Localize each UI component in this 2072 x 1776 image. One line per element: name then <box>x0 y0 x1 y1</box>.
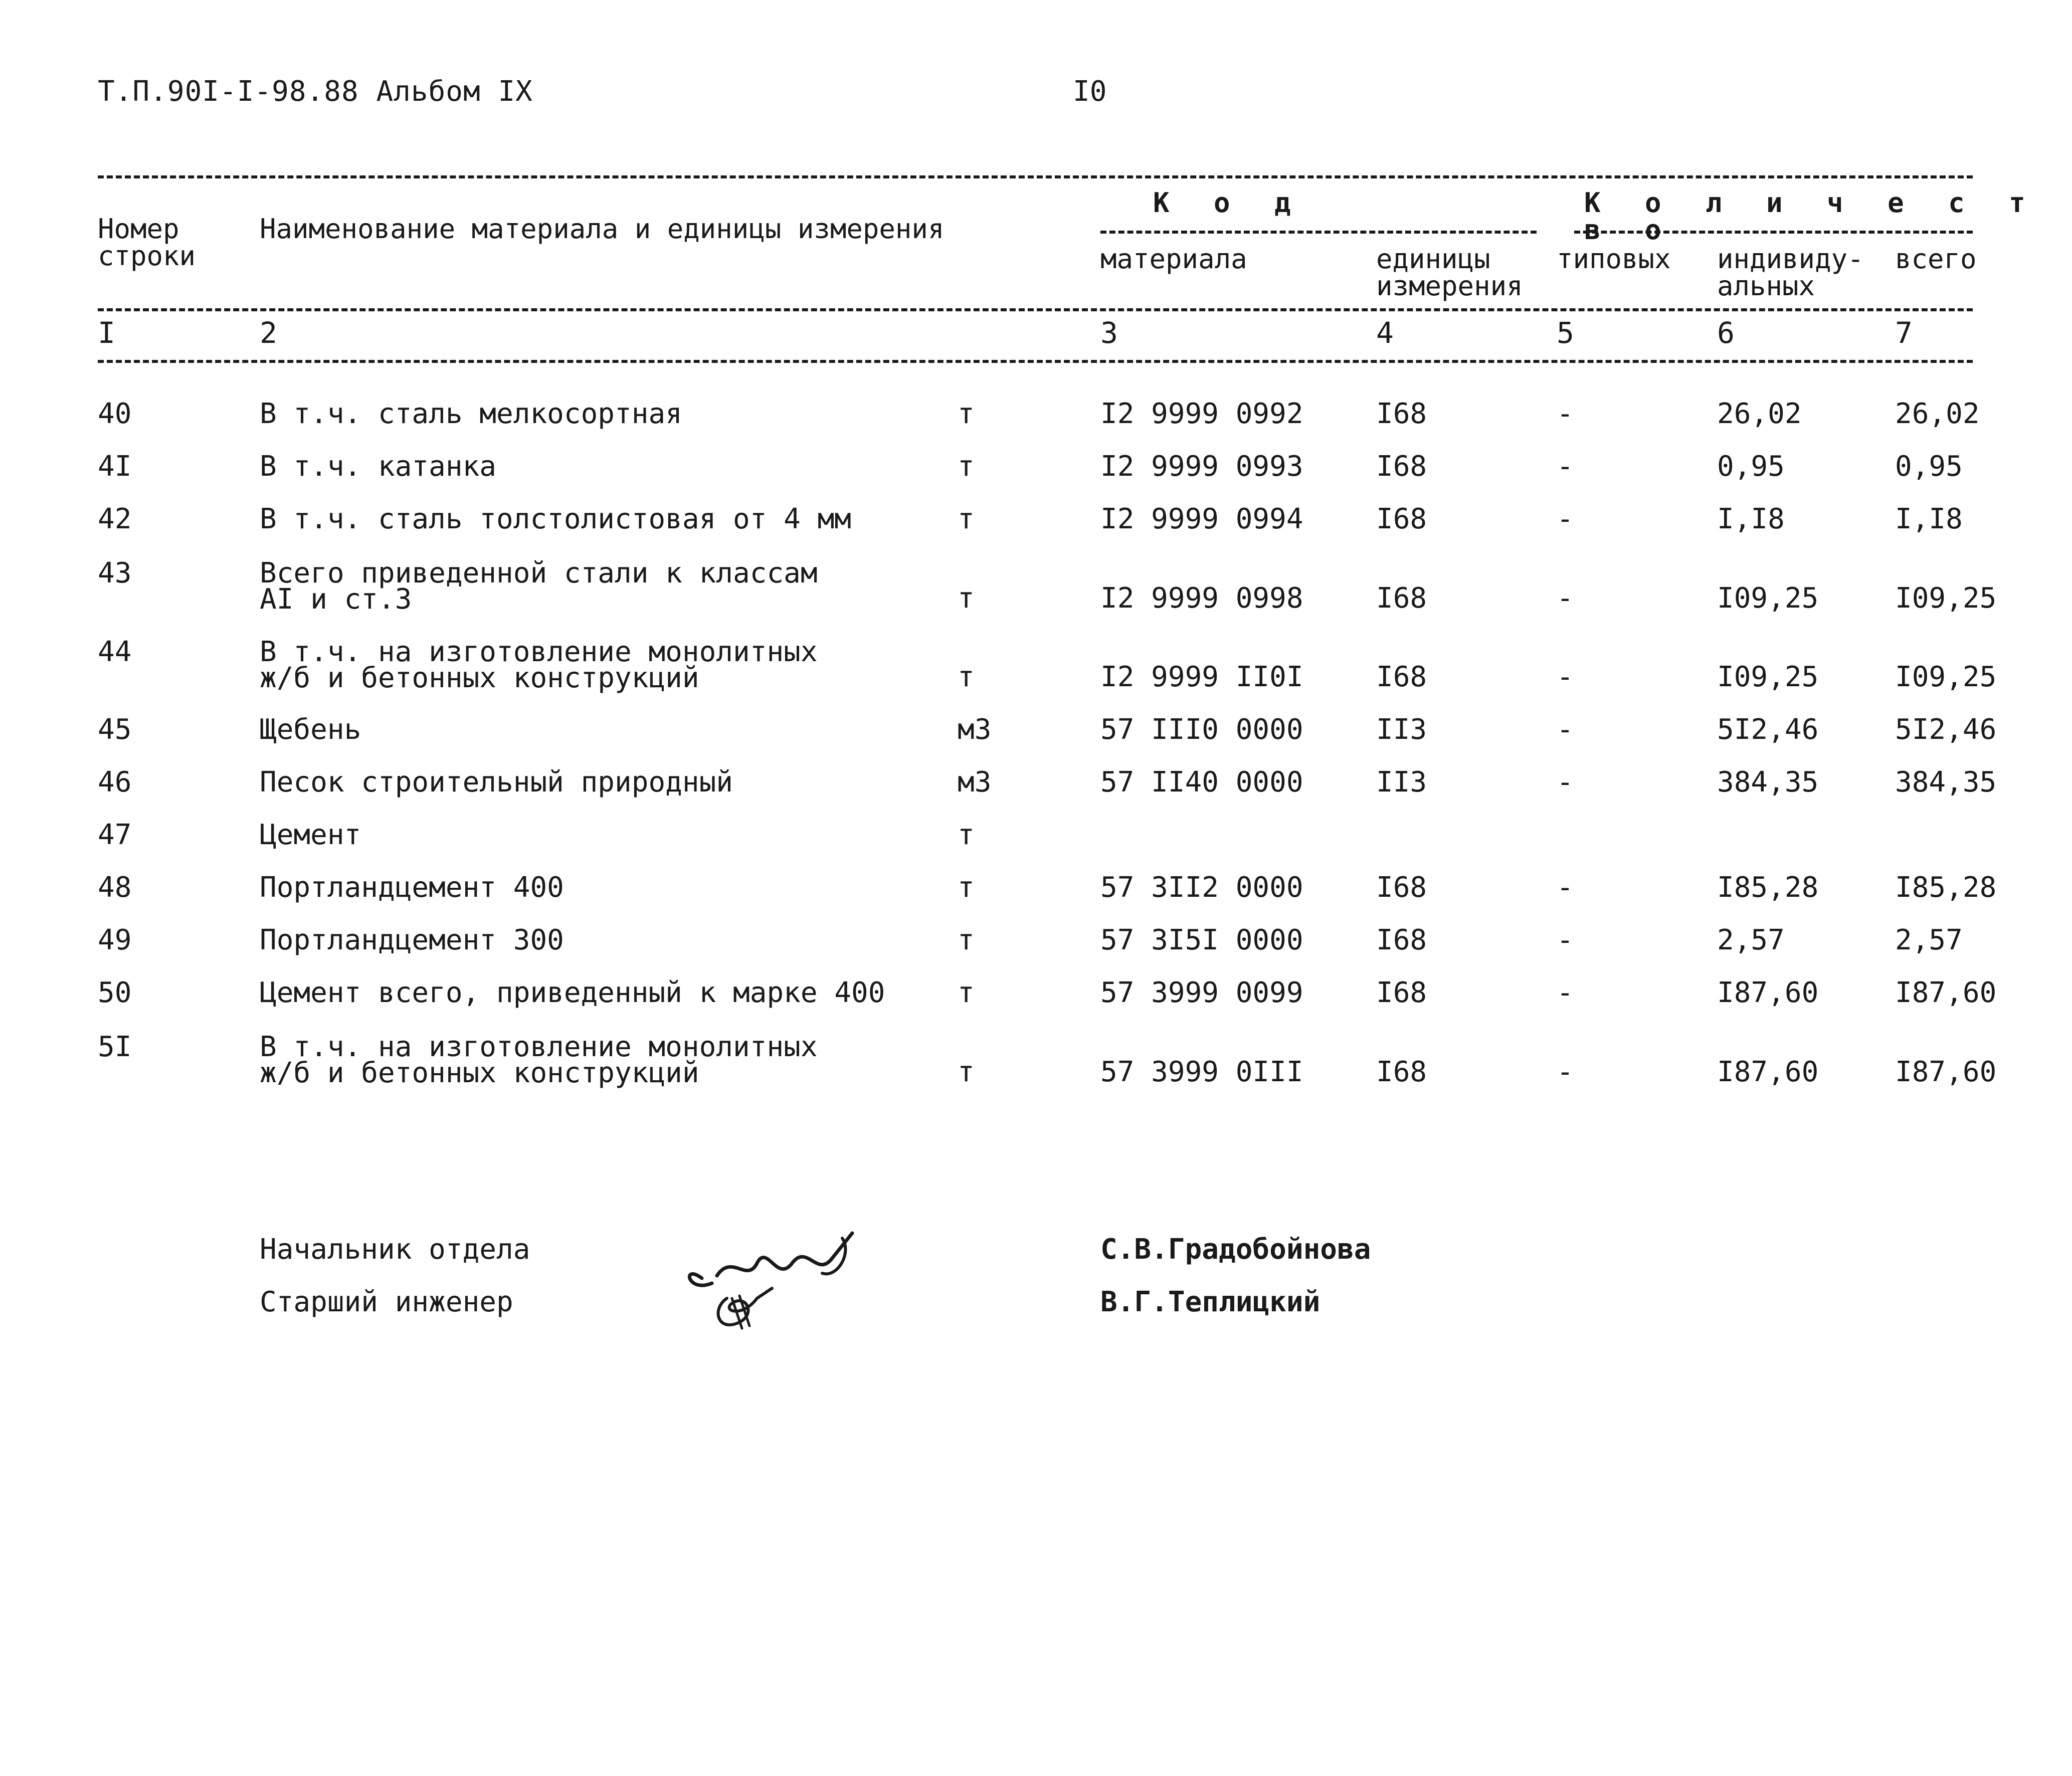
unit-code: I68 <box>1376 450 1427 483</box>
engineer-label: Старший инженер <box>260 1286 513 1318</box>
column-number: 6 <box>1717 316 1735 350</box>
column-number: 5 <box>1557 316 1574 350</box>
material-name: Цемент всего, приведенный к марке 400 <box>260 976 885 1009</box>
qty-typical: - <box>1557 1056 1574 1088</box>
material-name: Всего приведенной стали к классам AI и ст.3 <box>260 557 818 616</box>
qty-individual: I85,28 <box>1717 871 1819 904</box>
qty-typical: - <box>1557 766 1574 799</box>
qty-total: I09,25 <box>1895 582 1997 615</box>
qty-individual: 26,02 <box>1717 398 1802 430</box>
qty-total: I09,25 <box>1895 661 1997 693</box>
material-name: Песок строительный природный <box>260 766 733 799</box>
material-name: Цемент <box>260 819 361 851</box>
page-header: Т.П.90I-I-98.88 Альбом IX <box>98 75 533 108</box>
column-number: 2 <box>260 316 277 350</box>
material-code: I2 9999 0993 <box>1100 450 1303 483</box>
qty-individual: 0,95 <box>1717 450 1785 483</box>
row-number: 42 <box>98 503 132 535</box>
unit-code: I68 <box>1376 582 1427 615</box>
qty-typical: - <box>1557 450 1574 483</box>
material-name: Щебень <box>260 713 361 746</box>
material-code: I2 9999 0994 <box>1100 503 1303 535</box>
unit: т <box>958 1056 975 1088</box>
row-number: 47 <box>98 819 132 851</box>
rule-numbers-bottom <box>98 360 1973 363</box>
header-name: Наименование материала и единицы измерения <box>260 213 945 245</box>
material-name: Портландцемент 300 <box>260 924 564 956</box>
material-code: 57 3999 0III <box>1100 1056 1303 1088</box>
row-number: 40 <box>98 398 132 430</box>
header-qty-total: всего <box>1895 243 1977 275</box>
material-name: В т.ч. на изготовление монолитных ж/б и бетонных конструкций <box>260 1031 818 1089</box>
qty-typical: - <box>1557 976 1574 1009</box>
unit: т <box>958 871 975 904</box>
qty-total: 26,02 <box>1895 398 1980 430</box>
row-number: 43 <box>98 557 132 589</box>
column-number: 3 <box>1100 316 1118 350</box>
unit: т <box>958 398 975 430</box>
qty-total: 384,35 <box>1895 766 1997 799</box>
material-name: Портландцемент 400 <box>260 871 564 904</box>
qty-total: 2,57 <box>1895 924 1963 956</box>
qty-individual: I87,60 <box>1717 976 1819 1009</box>
handwritten-signature <box>672 1223 872 1338</box>
row-number: 44 <box>98 636 132 668</box>
unit: м3 <box>958 766 992 799</box>
qty-individual: I,I8 <box>1717 503 1785 535</box>
unit-code: I68 <box>1376 871 1427 904</box>
unit: т <box>958 976 975 1009</box>
row-number: 48 <box>98 871 132 904</box>
qty-typical: - <box>1557 661 1574 693</box>
material-code: I2 9999 II0I <box>1100 661 1303 693</box>
qty-individual: 5I2,46 <box>1717 713 1819 746</box>
unit-code: I68 <box>1376 924 1427 956</box>
column-number: I <box>98 316 115 350</box>
column-number: 7 <box>1895 316 1913 350</box>
header-code-unit: единицы измерения <box>1376 243 1523 302</box>
qty-individual: 2,57 <box>1717 924 1785 956</box>
unit: т <box>958 450 975 483</box>
material-code: 57 II40 0000 <box>1100 766 1303 799</box>
unit: т <box>958 503 975 535</box>
qty-total: I85,28 <box>1895 871 1997 904</box>
qty-individual: I09,25 <box>1717 661 1819 693</box>
qty-total: I87,60 <box>1895 976 1997 1009</box>
unit: т <box>958 924 975 956</box>
material-code: 57 3999 0099 <box>1100 976 1303 1009</box>
header-qty-typical: типовых <box>1557 243 1671 275</box>
unit: м3 <box>958 713 992 746</box>
rule-code-sub <box>1100 231 1537 234</box>
qty-typical: - <box>1557 398 1574 430</box>
qty-total: 5I2,46 <box>1895 713 1997 746</box>
qty-total: I87,60 <box>1895 1056 1997 1088</box>
column-number: 4 <box>1376 316 1394 350</box>
qty-total: I,I8 <box>1895 503 1963 535</box>
unit-code: II3 <box>1376 713 1427 746</box>
material-name: В т.ч. на изготовление монолитных ж/б и бетонных конструкций <box>260 636 818 694</box>
unit-code: I68 <box>1376 661 1427 693</box>
material-name: В т.ч. сталь толстолистовая от 4 мм <box>260 503 852 535</box>
unit-code: II3 <box>1376 766 1427 799</box>
engineer-name: В.Г.Теплицкий <box>1100 1286 1321 1318</box>
material-code: 57 III0 0000 <box>1100 713 1303 746</box>
unit-code: I68 <box>1376 503 1427 535</box>
row-number: 46 <box>98 766 132 799</box>
page-number: I0 <box>1073 75 1107 108</box>
qty-typical: - <box>1557 713 1574 746</box>
qty-individual: 384,35 <box>1717 766 1819 799</box>
header-row-number: Номер строки <box>98 213 196 272</box>
row-number: 50 <box>98 976 132 1009</box>
material-name: В т.ч. катанка <box>260 450 497 483</box>
material-code: 57 3I5I 0000 <box>1100 924 1303 956</box>
header-qty-group: К о л и ч е с т в о <box>1584 187 2039 246</box>
unit-code: I68 <box>1376 398 1427 430</box>
row-number: 5I <box>98 1031 132 1063</box>
unit: т <box>958 661 975 693</box>
qty-typical: - <box>1557 924 1574 956</box>
qty-individual: I09,25 <box>1717 582 1819 615</box>
head-name: С.В.Градобойнова <box>1100 1233 1371 1266</box>
unit-code: I68 <box>1376 976 1427 1009</box>
row-number: 45 <box>98 713 132 746</box>
unit: т <box>958 582 975 615</box>
material-code: I2 9999 0998 <box>1100 582 1303 615</box>
qty-total: 0,95 <box>1895 450 1963 483</box>
row-number: 4I <box>98 450 132 483</box>
unit-code: I68 <box>1376 1056 1427 1088</box>
unit: т <box>958 819 975 851</box>
qty-typical: - <box>1557 582 1574 615</box>
rule-header-bottom <box>98 308 1973 311</box>
rule-top <box>98 175 1973 178</box>
qty-individual: I87,60 <box>1717 1056 1819 1088</box>
qty-typical: - <box>1557 871 1574 904</box>
row-number: 49 <box>98 924 132 956</box>
qty-typical: - <box>1557 503 1574 535</box>
material-code: 57 3II2 0000 <box>1100 871 1303 904</box>
header-qty-individual: индивиду- альных <box>1717 243 1864 302</box>
header-code-group: К о д <box>1153 187 1305 219</box>
header-code-material: материала <box>1100 243 1247 275</box>
material-code: I2 9999 0992 <box>1100 398 1303 430</box>
head-label: Начальник отдела <box>260 1233 530 1266</box>
material-name: В т.ч. сталь мелкосортная <box>260 398 682 430</box>
